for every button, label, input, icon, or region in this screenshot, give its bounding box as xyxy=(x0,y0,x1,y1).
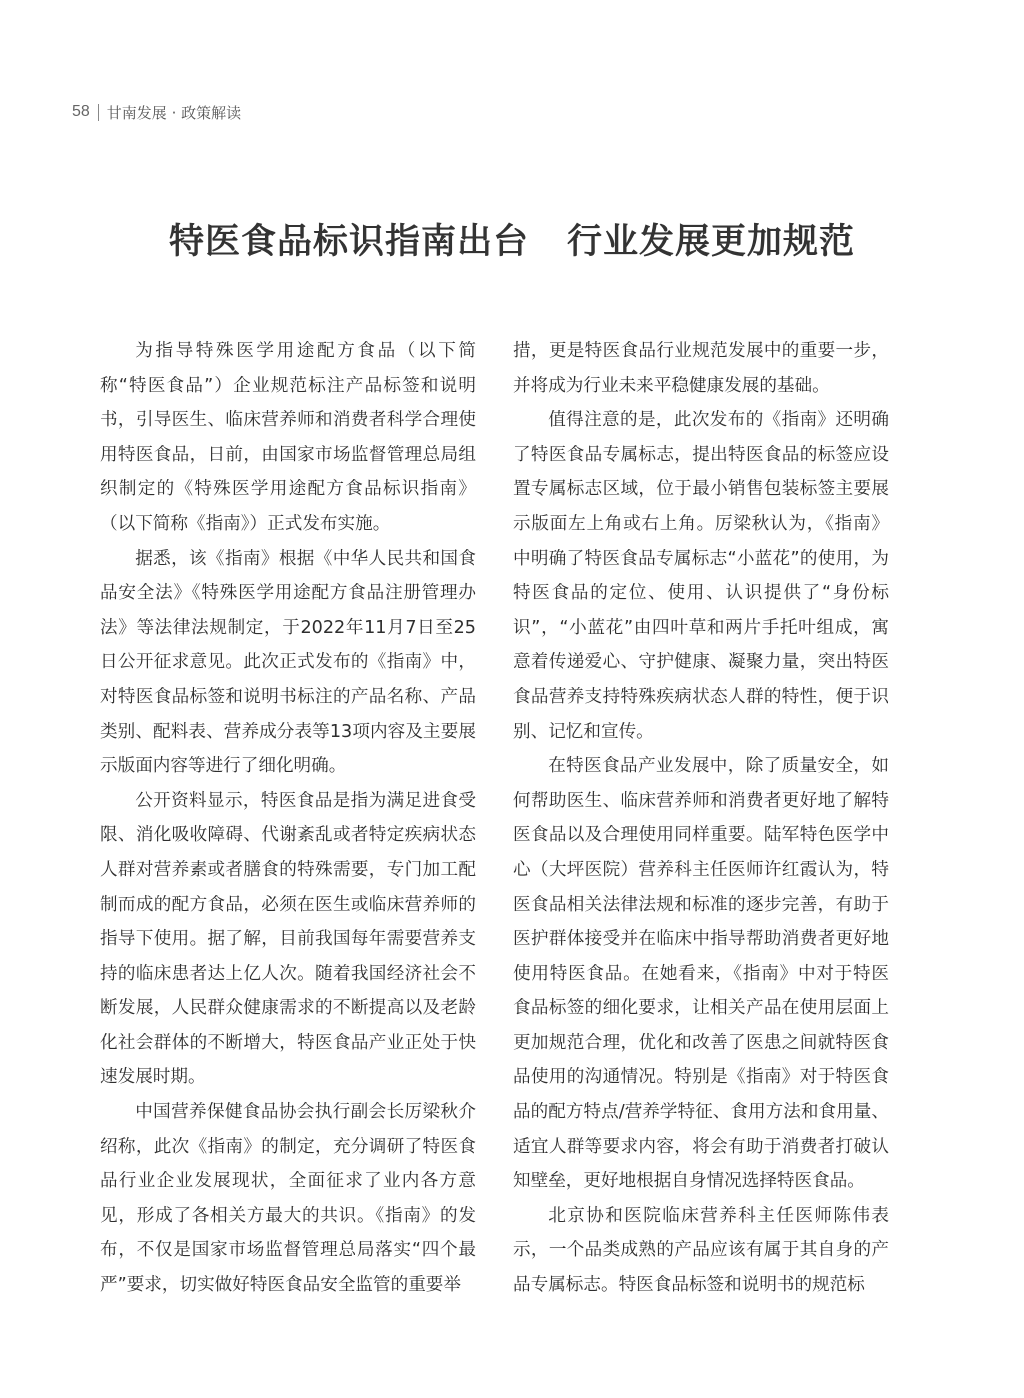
paragraph: 在特医食品产业发展中，除了质量安全，如何帮助医生、临床营养师和消费者更好地了解特医食品以及合理使用同样重要。陆军特色医学中心（大坪医院）营养科主任医师许红霞认为，特医食品相关法律法规和标准的逐步完善，有助于医护群体接受并在临床中指导帮助消费者更好地使用特医食品。在她看来，《指南》中对于特医食品标签的细化要求，让相关产品在使用层面上更加规范合理，优化和改善了医患之间就特医食品使用的沟通情况。特别是《指南》对于特医食品的配方特点/营养学特征、食用方法和食用量、适宜人群等要求内容，将会有助于消费者打破认知壁垒，更好地根据自身情况选择特医食品。 xyxy=(513,756,889,1192)
paragraph: 中国营养保健食品协会执行副会长厉梁秋介绍称，此次《指南》的制定，充分调研了特医食品行业企业发展现状，全面征求了业内各方意见，形成了各相关方最大的共识。《指南》的发布，不仅是国家市场监督管理总局落实“四个最严”要求，切实做好特医食品安全监管的重要举 xyxy=(100,1102,476,1296)
paragraph: 为指导特殊医学用途配方食品（以下简称“特医食品”）企业规范标注产品标签和说明书，引导医生、临床营养师和消费者科学合理使用特医食品，日前，由国家市场监督管理总局组织制定的《特殊医学用途配方食品标识指南》（以下简称《指南》）正式发布实施。 xyxy=(100,341,476,534)
article-title-part2: 行业发展更加规范 xyxy=(567,221,856,262)
paragraph: 公开资料显示，特医食品是指为满足进食受限、消化吸收障碍、代谢紊乱或者特定疾病状态人群对营养素或者膳食的特殊需要，专门加工配制而成的配方食品，必须在医生或临床营养师的指导下使用。据了解，目前我国每年需要营养支持的临床患者达上亿人次。随着我国经济社会不断发展，人民群众健康需求的不断提高以及老龄化社会群体的不断增大，特医食品产业正处于快速发展时期。 xyxy=(100,790,476,1088)
header-divider xyxy=(98,104,99,121)
paragraph-continuation: 措，更是特医食品行业规范发展中的重要一步，并将成为行业未来平稳健康发展的基础。 xyxy=(513,341,889,396)
article-title xyxy=(0,214,1024,264)
left-column xyxy=(100,334,476,1303)
right-column xyxy=(513,334,889,1303)
running-header xyxy=(72,102,241,122)
section-title: 甘南发展 · 政策解读 xyxy=(106,103,242,122)
page-number: 58 xyxy=(72,103,90,120)
paragraph: 据悉，该《指南》根据《中华人民共和国食品安全法》《特殊医学用途配方食品注册管理办法》等法律法规制定，于2022年11月7日至25日公开征求意见。此次正式发布的《指南》中，对特医食品标签和说明书标注的产品名称、产品类别、配料表、营养成分表等13项内容及主要展示版面内容等进行了细化明确。 xyxy=(100,548,476,777)
paragraph: 北京协和医院临床营养科主任医师陈伟表示，一个品类成熟的产品应该有属于其自身的产品专属标志。特医食品标签和说明书的规范标 xyxy=(513,1205,889,1296)
paragraph: 值得注意的是，此次发布的《指南》还明确了特医食品专属标志，提出特医食品的标签应设置专属标志区域，位于最小销售包装标签主要展示版面左上角或右上角。厉梁秋认为，《指南》中明确了特医食品专属标志“小蓝花”的使用，为特医食品的定位、使用、认识提供了“身份标识”，“小蓝花”由四叶草和两片手托叶组成，寓意着传递爱心、守护健康、凝聚力量，突出特医食品营养支持特殊疾病状态人群的特性，便于识别、记忆和宣传。 xyxy=(513,410,889,742)
article-title-part1: 特医食品标识指南出台 xyxy=(168,221,529,262)
